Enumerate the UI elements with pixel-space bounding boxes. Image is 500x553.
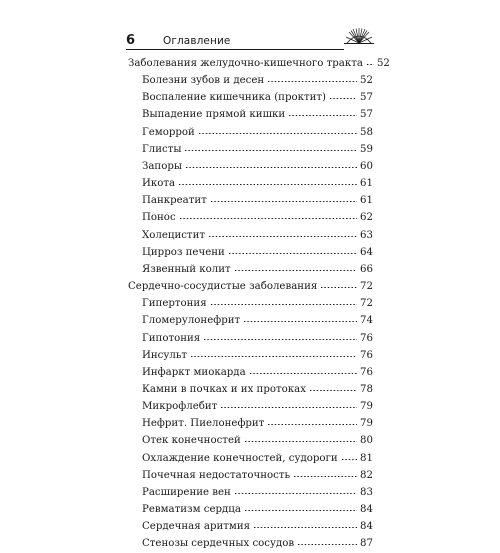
dot-leader — [178, 183, 357, 186]
toc-entry-title: Выпадение прямой кишки — [142, 109, 286, 121]
dot-leader — [297, 543, 357, 546]
toc-entry-title: Инсульт — [142, 349, 188, 361]
toc-entry — [128, 158, 373, 175]
toc-entry-title: Нефрит. Пиелонефрит — [142, 418, 265, 430]
toc-entry — [128, 312, 373, 329]
toc-entry-title: Икота — [142, 178, 176, 190]
toc-entry-page-number: 74 — [360, 315, 373, 327]
toc-entry — [128, 450, 373, 467]
table-of-contents — [128, 55, 390, 553]
toc-entry-page-number: 64 — [360, 246, 373, 258]
dot-leader — [210, 200, 357, 203]
dot-leader — [267, 423, 357, 426]
toc-entry-title: Язвенный колит — [142, 263, 231, 275]
toc-entry — [128, 192, 373, 209]
dot-leader — [341, 458, 357, 461]
toc-entry-page-number: 82 — [360, 469, 373, 481]
toc-entry — [128, 72, 373, 89]
toc-entry-page-number: 78 — [360, 383, 373, 395]
toc-entry-title: Микрофлебит — [142, 401, 218, 413]
toc-entry — [128, 535, 373, 552]
toc-entry — [128, 381, 373, 398]
toc-entry — [128, 432, 373, 449]
toc-entry-page-number: 61 — [360, 195, 373, 207]
toc-entry-page-number: 79 — [360, 418, 373, 430]
toc-entry — [128, 347, 373, 364]
toc-entry-title: Гипотония — [142, 332, 201, 344]
header-rule — [126, 49, 344, 50]
toc-entry-title: Стенозы сердечных сосудов — [142, 538, 295, 550]
toc-entry-page-number: 76 — [360, 332, 373, 344]
toc-entry-title: Камни в почках и их протоках — [142, 383, 306, 395]
toc-entry-page-number: 62 — [360, 212, 373, 224]
dot-leader — [234, 492, 357, 495]
dot-leader — [184, 149, 357, 152]
toc-entry-page-number: 72 — [360, 298, 373, 310]
dot-leader — [288, 114, 357, 117]
toc-entry — [128, 124, 373, 141]
toc-entry — [128, 175, 373, 192]
toc-entry-title: Ревматизм сердца — [142, 504, 241, 516]
dot-leader — [220, 406, 357, 409]
dot-leader — [198, 132, 357, 135]
dot-leader — [329, 97, 357, 100]
toc-entry-page-number: 52 — [376, 58, 390, 69]
toc-entry — [128, 141, 373, 158]
toc-entry-page-number: 60 — [360, 160, 373, 172]
dot-leader — [253, 526, 357, 529]
toc-entry-title: Охлаждение конечностей, судороги — [142, 452, 338, 464]
toc-entry-page-number: 58 — [360, 126, 373, 138]
dot-leader — [210, 303, 357, 306]
dot-leader — [185, 166, 357, 169]
toc-entry-page-number: 80 — [360, 435, 373, 447]
dot-leader — [244, 440, 357, 443]
toc-entry-page-number: 76 — [360, 366, 373, 378]
toc-entry-page-number: 66 — [360, 263, 373, 275]
running-head-title: Оглавление — [163, 35, 231, 47]
toc-entry-title: Инфаркт миокарда — [142, 366, 246, 378]
dot-leader — [190, 355, 357, 358]
toc-entry-title: Заболевания желудочно-кишечного тракта — [128, 58, 363, 69]
toc-entry — [128, 89, 373, 106]
toc-entry — [128, 330, 373, 347]
toc-entry — [128, 106, 373, 123]
toc-entry-page-number: 63 — [360, 229, 373, 241]
toc-section-entry — [128, 55, 390, 72]
toc-entry-page-number: 79 — [360, 401, 373, 413]
toc-entry — [128, 518, 373, 535]
dot-leader — [228, 252, 357, 255]
toc-entry-title: Воспаление кишечника (проктит) — [142, 92, 327, 104]
toc-entry-title: Холецистит — [142, 229, 205, 241]
toc-entry-title: Понос — [142, 212, 176, 224]
toc-entry-title: Глисты — [142, 143, 182, 155]
dot-leader — [179, 217, 357, 220]
dot-leader — [243, 320, 357, 323]
toc-entry-page-number: 76 — [360, 349, 373, 361]
dot-leader — [366, 63, 374, 66]
toc-entry-title: Расширение вен — [142, 486, 231, 498]
toc-entry-title: Гломерулонефрит — [142, 315, 241, 327]
toc-entry — [128, 398, 373, 415]
toc-entry-page-number: 59 — [360, 143, 373, 155]
toc-entry-title: Гипертония — [142, 298, 207, 310]
toc-entry-page-number: 83 — [360, 486, 373, 498]
toc-entry-page-number: 81 — [360, 452, 373, 464]
toc-entry-title: Панкреатит — [142, 195, 207, 207]
toc-entry — [128, 484, 373, 501]
dot-leader — [249, 372, 357, 375]
toc-entry-page-number: 84 — [360, 504, 373, 516]
toc-entry-page-number: 52 — [360, 75, 373, 87]
toc-entry — [128, 415, 373, 432]
toc-entry — [128, 295, 373, 312]
toc-entry — [128, 244, 373, 261]
toc-section-entry — [128, 278, 373, 295]
toc-entry — [128, 364, 373, 381]
toc-entry — [128, 261, 373, 278]
toc-entry — [128, 501, 373, 518]
toc-entry-page-number: 57 — [360, 109, 373, 121]
toc-entry — [128, 467, 373, 484]
toc-entry-page-number: 72 — [360, 281, 373, 293]
toc-entry — [128, 209, 373, 226]
dot-leader — [267, 80, 357, 83]
page-number: 6 — [126, 33, 136, 48]
toc-entry-title: Цирроз печени — [142, 246, 225, 258]
dot-leader — [234, 269, 357, 272]
toc-entry — [128, 227, 373, 244]
toc-entry-title: Сердечная аритмия — [142, 521, 251, 533]
dot-leader — [208, 235, 357, 238]
dot-leader — [244, 509, 357, 512]
dot-leader — [320, 286, 357, 289]
toc-entry-page-number: 57 — [360, 92, 373, 104]
dot-leader — [293, 475, 357, 478]
dot-leader — [309, 389, 357, 392]
dot-leader — [203, 338, 357, 341]
toc-entry-page-number: 61 — [360, 178, 373, 190]
toc-entry-page-number: 84 — [360, 521, 373, 533]
sun-rays-ornament-icon — [344, 26, 374, 46]
toc-entry-title: Сердечно-сосудистые заболевания — [128, 281, 318, 293]
toc-entry-title: Запоры — [142, 160, 182, 172]
toc-entry-title: Почечная недостаточность — [142, 469, 291, 481]
toc-entry-title: Отек конечностей — [142, 435, 241, 447]
toc-entry-page-number: 87 — [360, 538, 373, 550]
toc-entry-title: Геморрой — [142, 126, 195, 138]
toc-entry-title: Болезни зубов и десен — [142, 75, 265, 87]
